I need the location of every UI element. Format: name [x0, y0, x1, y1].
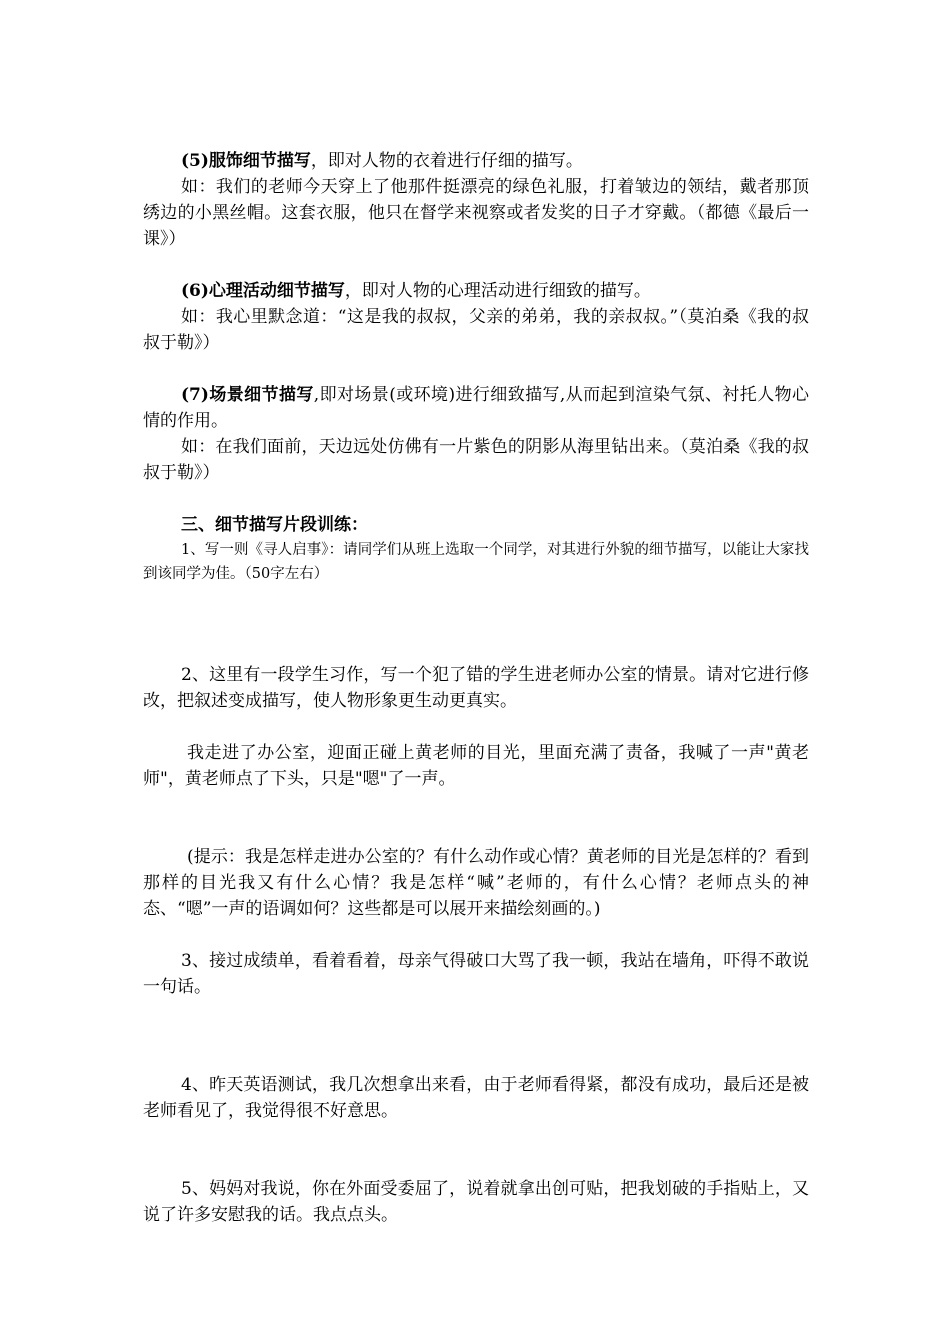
section-6-example: 如：我心里默念道：“这是我的叔叔，父亲的弟弟，我的亲叔叔。”（莫泊桑《我的叔叔于勒》） [143, 307, 809, 353]
training-task-4: 4、昨天英语测试，我几次想拿出来看，由于老师看得紧，都没有成功，最后还是被老师看见了，我觉得很不好意思。 [143, 1075, 809, 1121]
section-6-desc: ，即对人物的心理活动进行细致的描写。 [344, 281, 651, 301]
section-7-title: (7)场景细节描写 [181, 385, 314, 405]
training-task-2-hint: (提示：我是怎样走进办公室的？有什么动作或心情？黄老师的目光是怎样的？看到那样的目光我又有什么心情？我是怎样“喊”老师的，有什么心情？老师点头的神态、“嗯”一声的语调如何？这些都是可以展开来描绘刻画的。) [143, 847, 809, 919]
document-page [143, 148, 809, 1228]
section-6-heading [143, 278, 809, 304]
section-5-example: 如：我们的老师今天穿上了他那件挺漂亮的绿色礼服，打着皱边的领结，戴者那顶绣边的小黑丝帽。这套衣服，他只在督学来视察或者发奖的日子才穿戴。（都德《最后一课》） [143, 177, 809, 249]
training-task-3: 3、接过成绩单，看着看着，母亲气得破口大骂了我一顿，我站在墙角，吓得不敢说一句话。 [143, 951, 809, 997]
section-7-example: 如：在我们面前，天边远处仿佛有一片紫色的阴影从海里钻出来。（莫泊桑《我的叔叔于勒》） [143, 437, 809, 483]
training-heading: 三、细节描写片段训练： [181, 515, 368, 535]
training-task-2-passage: 我走进了办公室，迎面正碰上黄老师的目光，里面充满了责备，我喊了一声"黄老师"，黄老师点了下头，只是"嗯"了一声。 [143, 743, 809, 789]
training-task-1: 1、写一则《寻人启事》：请同学们从班上选取一个同学，对其进行外貌的细节描写，以能让大家找到该同学为佳。（50字左右） [143, 542, 809, 582]
section-7-heading [143, 382, 809, 434]
section-6-title: (6)心理活动细节描写 [181, 281, 345, 301]
section-5-title: (5)服饰细节描写 [181, 151, 311, 171]
section-5-desc: ，即对人物的衣着进行仔细的描写。 [310, 151, 583, 171]
training-task-5: 5、妈妈对我说，你在外面受委屈了，说着就拿出创可贴，把我划破的手指贴上，又说了许多安慰我的话。我点点头。 [143, 1179, 809, 1225]
section-5-heading [143, 148, 809, 174]
training-task-2: 2、这里有一段学生习作，写一个犯了错的学生进老师办公室的情景。请对它进行修改，把叙述变成描写，使人物形象更生动更真实。 [143, 665, 809, 711]
section-7-desc: ,即对场景(或环境)进行细致描写,从而起到渲染气氛、衬托人物心情的作用。 [143, 385, 809, 431]
